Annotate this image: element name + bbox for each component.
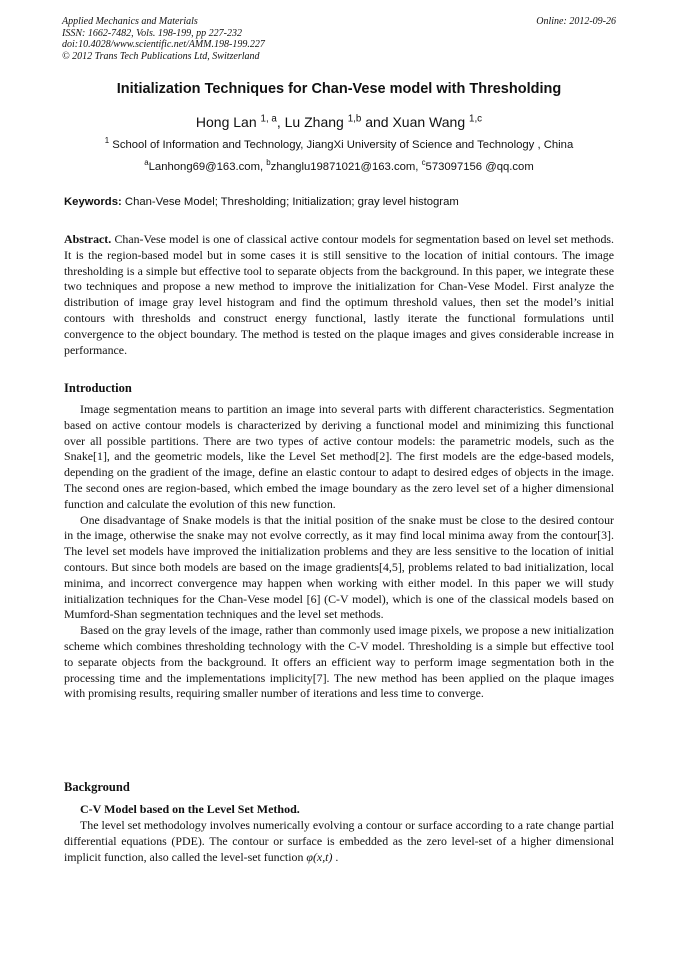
section-heading-background: Background (64, 780, 130, 794)
journal-name: Applied Mechanics and Materials (62, 16, 198, 27)
email-address: Lanhong69@163.com, (148, 161, 267, 173)
paragraph-text: The level set methodology involves numerically evolving a contour or surface according to a rate change partial differential equations (PDE). The contour or surface is embedded as the zero level-set of a higher dimensional implicit function, also called the level-set function (64, 818, 614, 864)
level-set-formula: φ(x,t) (306, 849, 333, 864)
email-mark: c (421, 158, 426, 168)
author-separator: and (361, 114, 393, 130)
author-affil-mark: 1,c (469, 113, 483, 125)
author-name: Hong Lan (195, 114, 257, 130)
author-name: Xuan Wang (392, 114, 466, 130)
background-body (64, 818, 614, 865)
doi-line: doi:10.4028/www.scientific.net/AMM.198-199.227 (62, 39, 265, 50)
affiliation-text: School of Information and Technology, JiangXi University of Science and Technology , China (112, 139, 574, 151)
keywords (64, 196, 616, 208)
paragraph: Based on the gray levels of the image, rather than commonly used image pixels, we propose a new initialization scheme which combines thresholding technology with the C-V model. Thresholding is a simple but effective tool to separate objects from the background. It offers an efficient way to perform image segmentation both in the processing time and the implementations implicity[7]. The new method has been applied on the plaque images with promising results, requiring smaller number of iterations and less time to converge. (64, 623, 614, 701)
author-affil-mark: 1, a (260, 113, 277, 125)
copyright-line: © 2012 Trans Tech Publications Ltd, Switzerland (62, 50, 260, 62)
abstract-paragraph (64, 232, 614, 358)
author-name: Lu Zhang (284, 114, 344, 130)
email-address: 573097156 @qq.com (425, 161, 534, 173)
abstract-text: Chan-Vese model is one of classical active contour models for segmentation based on level set methods. It is the region-based model but in some cases it is still sensitive to the location of initial contours. The image thresholding is a simple but effective tool to separate objects from the background. In this paper, we integrate these two techniques and propose a new method to improve the initialization for Chan-Vese Model. First analyze the distribution of image gray level histogram and find the optimum threshold values, then set the model’s initial contours with thresholds and construct energy functional, lastly iterate the functional formulations until convergence to the object boundary. The method is tested on the plaque images and gives considerable increase in performance. (64, 232, 614, 357)
email-mark: b (266, 158, 271, 168)
author-emails (62, 158, 616, 173)
email-address: zhanglu19871021@163.com, (270, 161, 422, 173)
journal-header (62, 16, 616, 62)
email-mark: a (144, 158, 149, 168)
affiliation-mark: 1 (104, 136, 110, 146)
online-date: Online: 2012-09-26 (536, 16, 616, 27)
paragraph: Image segmentation means to partition an image into several parts with different characteristics. Segmentation based on active contour models is characterized by deriving a functional model and minimizing this functional over all possible partitions. There are two types of active contour models: the parametric models, such as the Snake[1], and the geometric models, like the Level Set method[2]. The first models are the edge-based models, depending on the gradient of the image, define an elastic contour to adapt to desired edges of objects in the image. The second ones are region-based, which embed the image boundary as the zero level set of a higher dimensional function and calculate the evolution of this new function. (64, 402, 614, 511)
paper-title: Initialization Techniques for Chan-Vese model with Thresholding (116, 81, 562, 97)
subsection-heading: C-V Model based on the Level Set Method. (80, 802, 300, 816)
author-list (62, 114, 616, 130)
affiliation (62, 136, 616, 151)
introduction-body (64, 402, 614, 702)
issn-line: ISSN: 1662-7482, Vols. 198-199, pp 227-232 (62, 27, 242, 39)
section-heading-introduction: Introduction (64, 381, 132, 395)
paragraph (64, 818, 614, 865)
paragraph: One disadvantage of Snake models is that the initial position of the snake must be close to the desired contour in the image, otherwise the snake may not evolve correctly, as it may find local minima away from the contour[3]. The level set models have improved the initialization problems and they are less sensitive to the location of initial contours. But since both models are based on the image gradients[4,5], problems related to bad initialization, local minima, and incorrect convergence may happen when working with either model. In this paper we will study initialization techniques for the Chan-Vese model [6] (C-V model), which is one of the classical models based on Mumford-Shan segmentation techniques and the level set methods. (64, 512, 614, 622)
author-separator: , (276, 114, 285, 130)
paragraph-end: . (332, 849, 339, 864)
keywords-label: Keywords: (64, 196, 122, 208)
abstract (64, 232, 614, 358)
author-affil-mark: 1,b (347, 113, 362, 125)
abstract-label: Abstract. (64, 232, 112, 246)
keywords-text: Chan-Vese Model; Thresholding; Initialization; gray level histogram (121, 196, 459, 208)
